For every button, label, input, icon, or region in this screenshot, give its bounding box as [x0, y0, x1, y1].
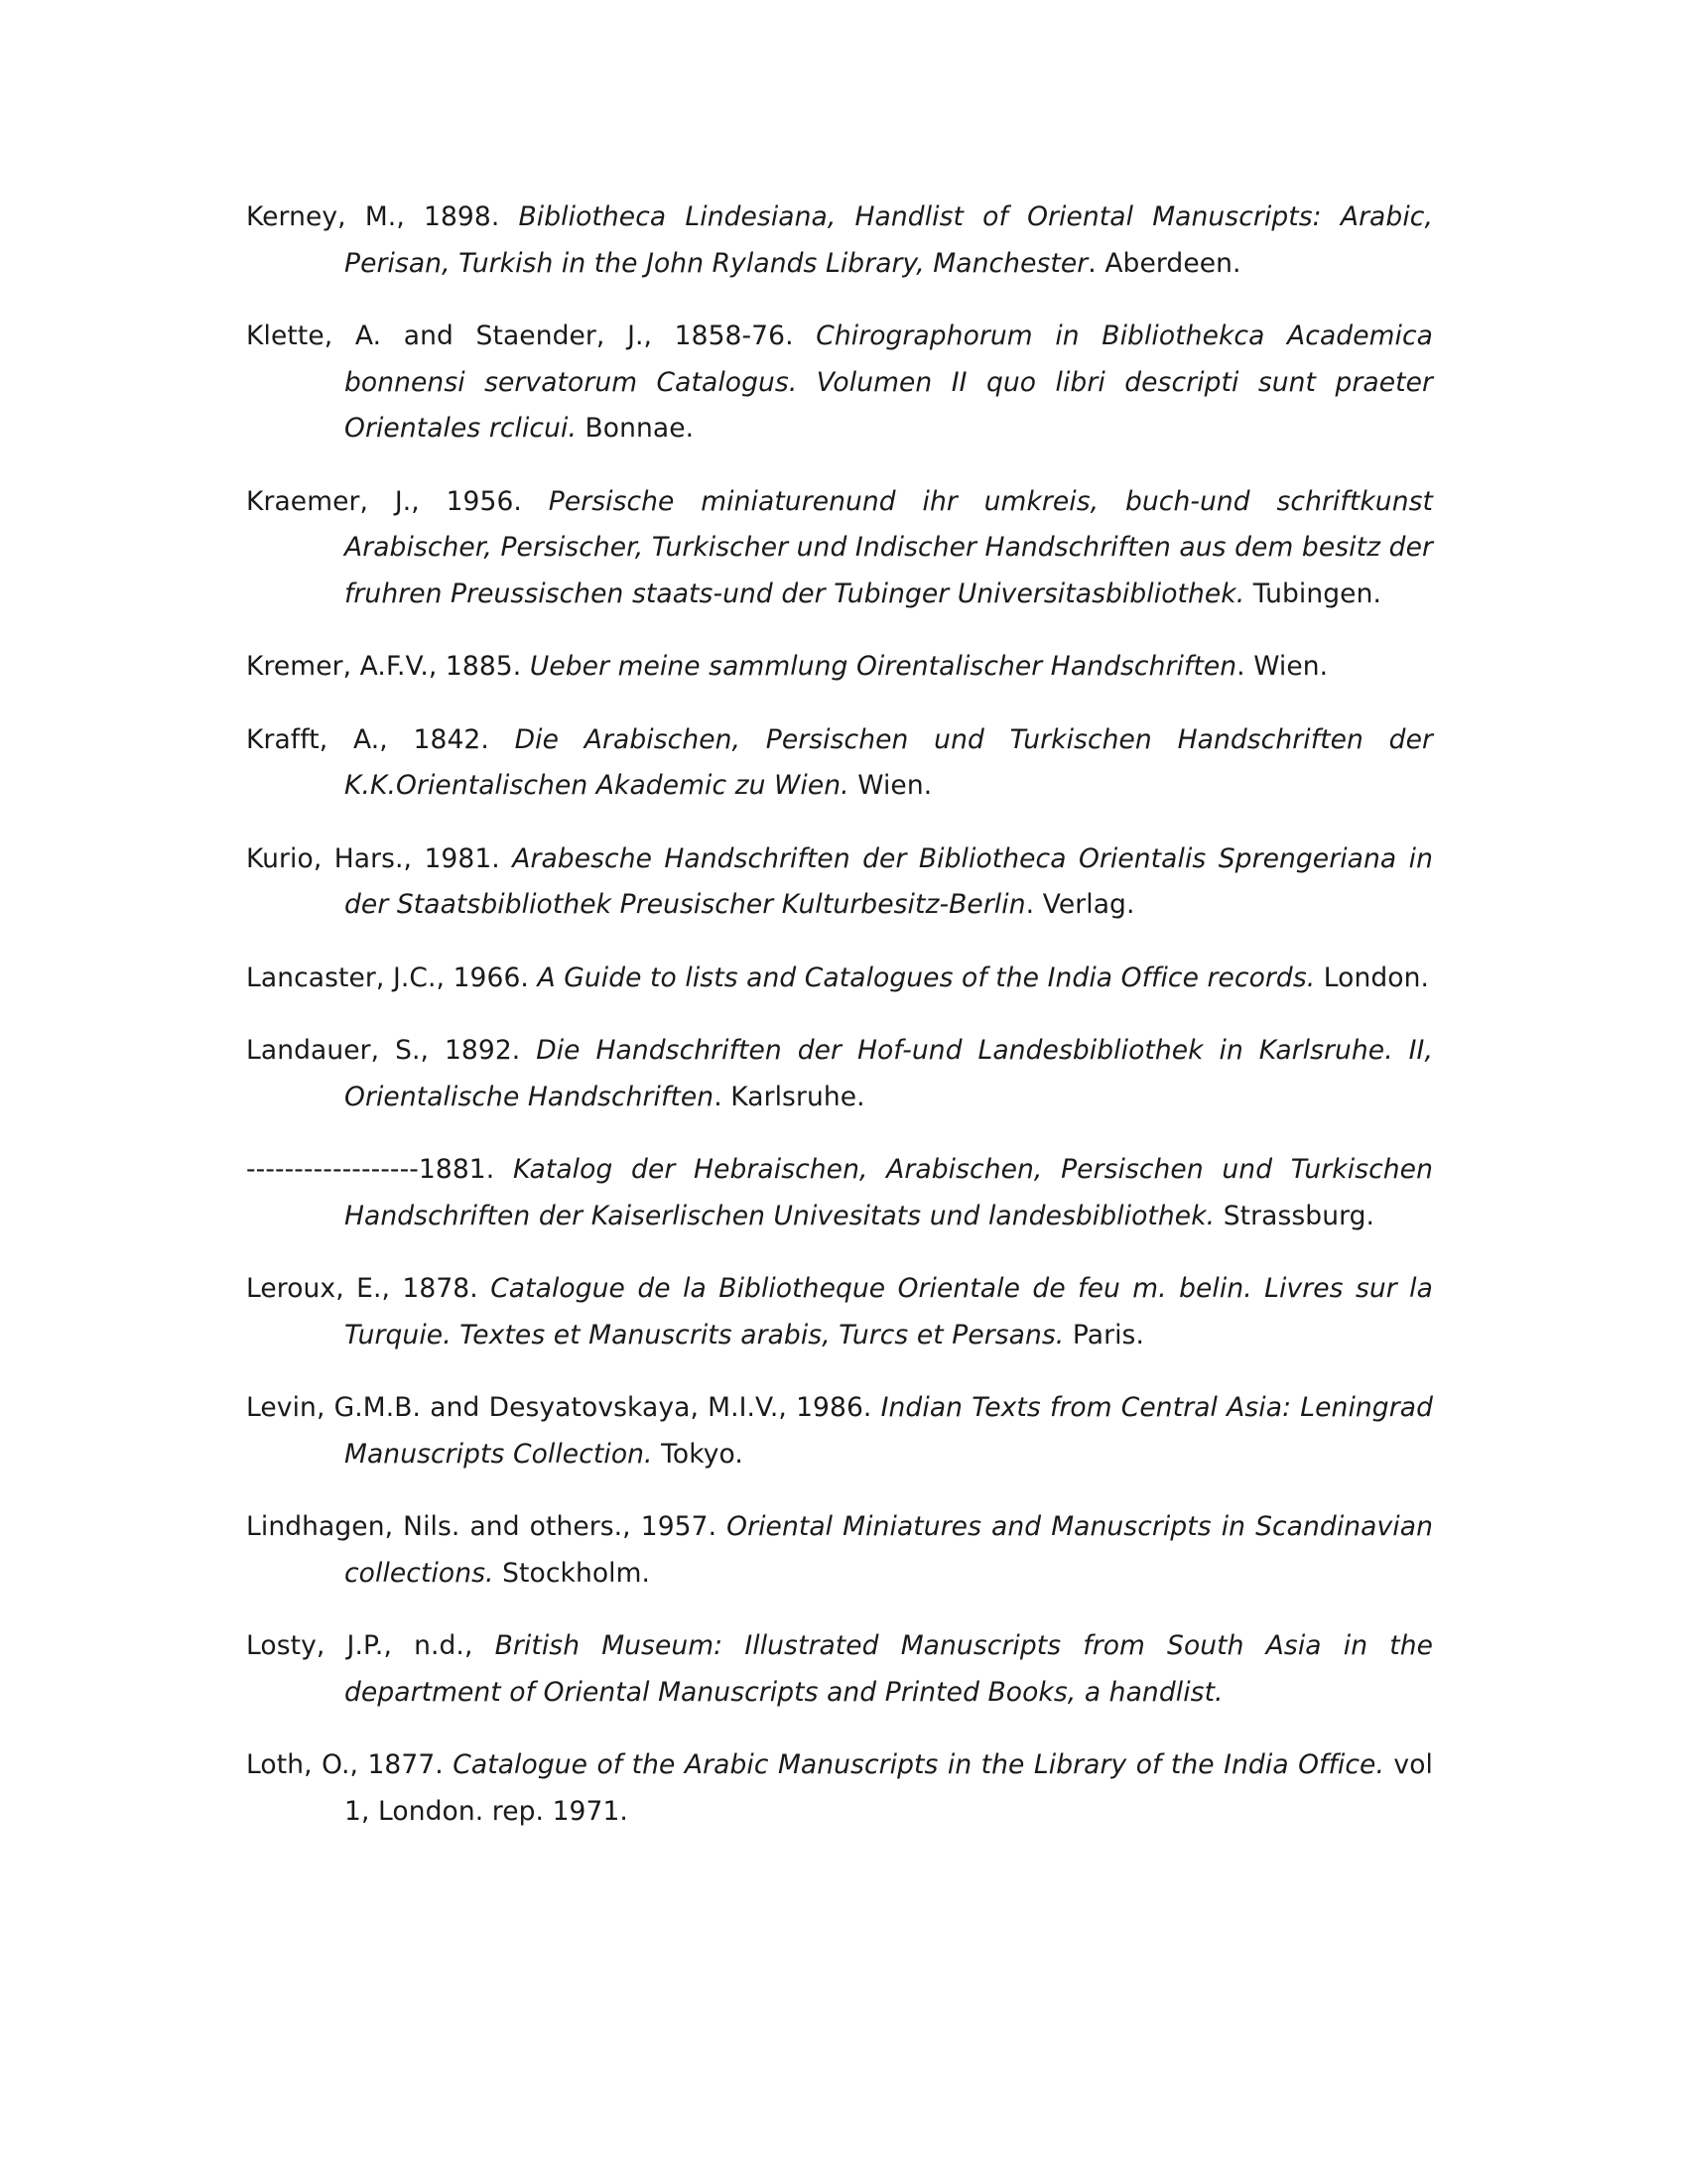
bibliography-entry — [246, 836, 1433, 929]
bibliography-entry — [246, 1504, 1433, 1597]
entry-title: Ueber meine sammlung Oirentalischer Handschriften — [529, 651, 1237, 682]
entry-author: Kraemer, J., 1956. — [246, 485, 549, 517]
entry-publication: Tubingen. — [1244, 578, 1381, 609]
entry-author: Leroux, E., 1878. — [246, 1273, 491, 1304]
entry-publication: . Wien. — [1236, 651, 1329, 682]
bibliography-entry — [246, 194, 1433, 287]
entry-author: Kerney, M., 1898. — [246, 201, 519, 232]
entry-author: Kurio, Hars., 1981. — [246, 842, 513, 874]
entry-author: Lancaster, J.C., 1966. — [246, 962, 538, 993]
entry-author: Levin, G.M.B. and Desyatovskaya, M.I.V., 1986. — [246, 1392, 881, 1423]
entry-author: ------------------1881. — [246, 1154, 513, 1185]
entry-author: Krafft, A., 1842. — [246, 723, 515, 755]
entry-title: Arabesche Handschriften der Bibliotheca Orientalis Sprengeriana in der Staatsbibliothek Preusischer Kulturbesitz-Berlin — [344, 842, 1433, 920]
bibliography-entry — [246, 479, 1433, 618]
bibliography-entry — [246, 314, 1433, 452]
bibliography-entry — [246, 1623, 1433, 1716]
entry-author: Landauer, S., 1892. — [246, 1035, 537, 1066]
entry-title: Oriental Miniatures and Manuscripts in Scandinavian collections. — [344, 1511, 1434, 1589]
bibliography-entry — [246, 644, 1433, 691]
bibliography-entry — [246, 1385, 1433, 1477]
bibliography-entry — [246, 956, 1433, 1002]
entry-publication: Strassburg. — [1215, 1200, 1375, 1231]
bibliography-list — [246, 194, 1433, 1862]
entry-author: Kremer, A.F.V., 1885. — [246, 651, 530, 682]
entry-title: Catalogue of the Arabic Manuscripts in the Library of the India Office. — [453, 1749, 1384, 1780]
entry-title: Indian Texts from Central Asia: Leningrad Manuscripts Collection. — [344, 1392, 1433, 1470]
entry-publication: . Aberdeen. — [1088, 247, 1241, 279]
bibliography-entry — [246, 1028, 1433, 1120]
entry-publication: Tokyo. — [652, 1438, 743, 1470]
entry-author: Losty, J.P., n.d., — [246, 1630, 495, 1661]
entry-title: Chirographorum in Bibliothekca Academica bonnensi servatorum Catalogus. Volumen II quo libri descripti sunt praeter Orientales rclicui. — [344, 321, 1434, 444]
entry-title: Katalog der Hebraischen, Arabischen, Persischen und Turkischen Handschriften der Kaiserlischen Univesitats und landesbibliothek. — [344, 1154, 1433, 1231]
entry-title: Die Arabischen, Persischen und Turkischen Handschriften der K.K.Orientalischen Akademic zu Wien. — [344, 723, 1433, 801]
entry-title: Catalogue de la Bibliotheque Orientale de feu m. belin. Livres sur la Turquie. Textes et Manuscrits arabis, Turcs et Persans. — [344, 1273, 1433, 1350]
bibliography-entry — [246, 1742, 1433, 1835]
bibliography-entry — [246, 1147, 1433, 1239]
entry-title: British Museum: Illustrated Manuscripts from South Asia in the department of Oriental Manuscripts and Printed Books, a handlist. — [344, 1630, 1433, 1708]
entry-publication: vol 1, London. rep. 1971. — [344, 1749, 1433, 1827]
entry-title: Die Handschriften der Hof-und Landesbibliothek in Karlsruhe. II, Orientalische Handschriften — [344, 1035, 1433, 1112]
entry-publication: London. — [1315, 962, 1430, 993]
entry-title: A Guide to lists and Catalogues of the India Office records. — [537, 962, 1316, 993]
entry-author: Loth, O., 1877. — [246, 1749, 454, 1780]
bibliography-entry — [246, 1266, 1433, 1358]
entry-title: Bibliotheca Lindesiana, Handlist of Oriental Manuscripts: Arabic, Perisan, Turkish in the John Rylands Library, Manchester — [344, 201, 1433, 279]
bibliography-entry — [246, 717, 1433, 810]
entry-publication: . Karlsruhe. — [714, 1081, 865, 1112]
entry-publication: Wien. — [848, 770, 933, 801]
entry-publication: . Verlag. — [1025, 889, 1135, 920]
entry-author: Lindhagen, Nils. and others., 1957. — [246, 1511, 727, 1542]
entry-publication: Paris. — [1064, 1319, 1144, 1350]
entry-publication: Stockholm. — [493, 1557, 651, 1589]
entry-publication: Bonnae. — [576, 413, 695, 444]
entry-title: Persische miniaturenund ihr umkreis, buch-und schriftkunst Arabischer, Persischer, Turkischer und Indischer Handschriften aus dem besitz der fruhren Preussischen staats-und der Tubinger Universitasbibliothek. — [344, 485, 1433, 609]
entry-author: Klette, A. and Staender, J., 1858-76. — [246, 321, 817, 351]
